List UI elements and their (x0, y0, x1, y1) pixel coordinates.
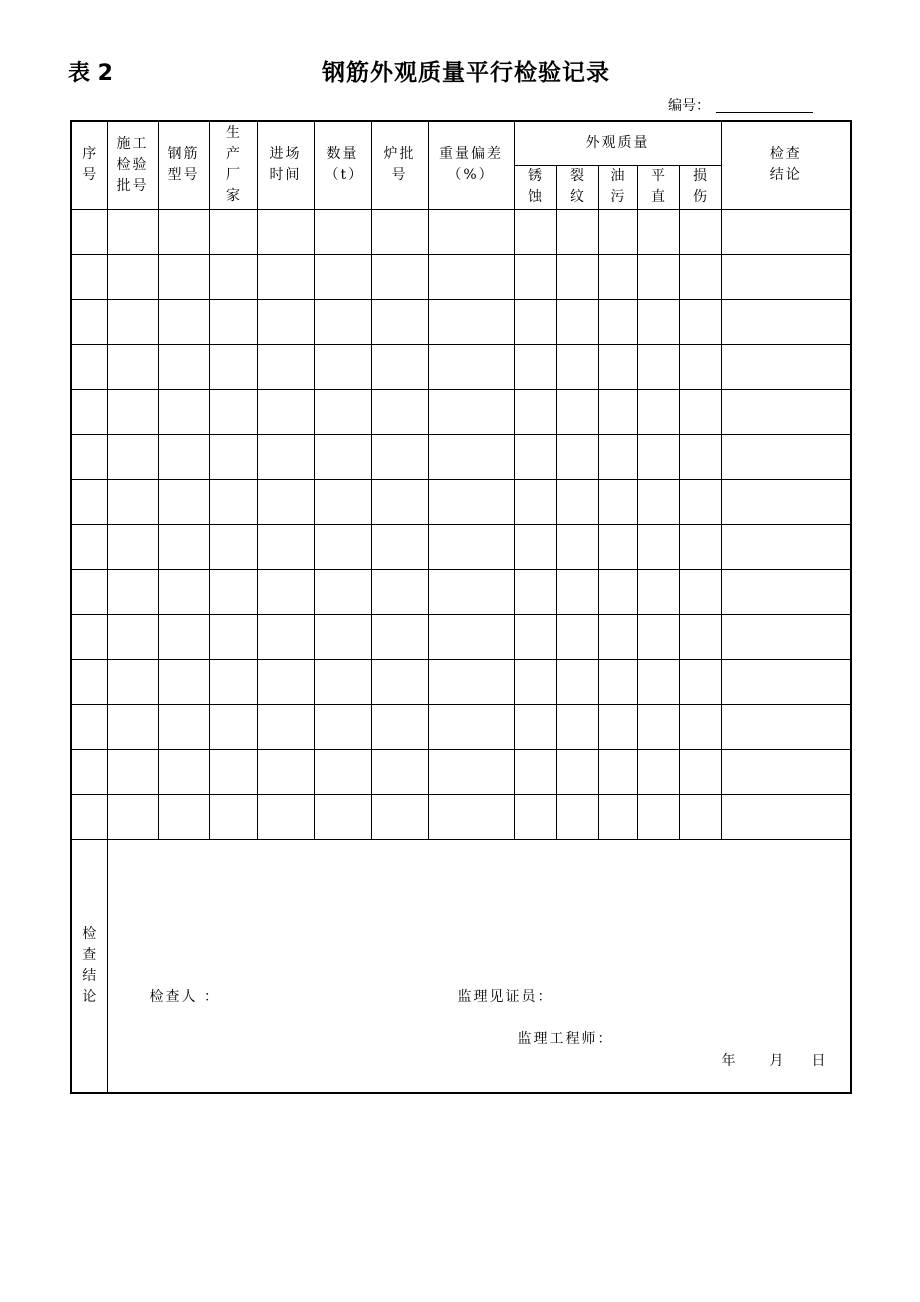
table-row (71, 749, 851, 794)
table-cell[interactable] (598, 794, 637, 839)
table-cell[interactable] (679, 434, 721, 479)
table-cell[interactable] (314, 749, 371, 794)
table-cell[interactable] (637, 704, 679, 749)
table-cell[interactable] (637, 659, 679, 704)
table-cell[interactable] (598, 659, 637, 704)
table-cell[interactable] (158, 254, 209, 299)
table-cell[interactable] (71, 254, 107, 299)
table-cell[interactable] (721, 614, 851, 659)
table-cell[interactable] (209, 254, 257, 299)
table-cell[interactable] (158, 704, 209, 749)
table-cell[interactable] (209, 704, 257, 749)
table-cell[interactable] (428, 569, 514, 614)
table-cell[interactable] (721, 659, 851, 704)
table-cell[interactable] (514, 704, 556, 749)
table-cell[interactable] (158, 749, 209, 794)
table-cell[interactable] (71, 614, 107, 659)
table-cell[interactable] (158, 389, 209, 434)
table-cell[interactable] (371, 569, 428, 614)
table-cell[interactable] (371, 479, 428, 524)
table-cell[interactable] (637, 344, 679, 389)
table-row (71, 389, 851, 434)
table-cell[interactable] (721, 479, 851, 524)
table-cell[interactable] (209, 659, 257, 704)
table-cell[interactable] (679, 299, 721, 344)
table-row (71, 704, 851, 749)
table-cell[interactable] (257, 794, 314, 839)
table-cell[interactable] (209, 389, 257, 434)
conclusion-area[interactable] (107, 839, 851, 1093)
table-cell[interactable] (637, 524, 679, 569)
table-cell[interactable] (721, 794, 851, 839)
table-cell[interactable] (371, 749, 428, 794)
table-cell[interactable] (679, 479, 721, 524)
table-cell[interactable] (257, 524, 314, 569)
table-cell[interactable] (514, 389, 556, 434)
table-cell[interactable] (107, 299, 158, 344)
col-batch-header: 施工检验批号 (107, 121, 158, 209)
table-cell[interactable] (637, 569, 679, 614)
table-cell[interactable] (721, 704, 851, 749)
table-cell[interactable] (514, 434, 556, 479)
table-cell[interactable] (637, 209, 679, 254)
table-cell[interactable] (107, 794, 158, 839)
table-cell[interactable] (107, 434, 158, 479)
table-cell[interactable] (514, 479, 556, 524)
col-type-header: 钢筋型号 (158, 121, 209, 209)
table-cell[interactable] (314, 569, 371, 614)
table-cell[interactable] (679, 749, 721, 794)
date-month: 月 (769, 1052, 786, 1069)
table-cell[interactable] (428, 524, 514, 569)
col-heat-header: 炉批号 (371, 121, 428, 209)
table-cell[interactable] (314, 794, 371, 839)
table-cell[interactable] (514, 209, 556, 254)
table-cell[interactable] (637, 479, 679, 524)
table-cell[interactable] (209, 299, 257, 344)
table-cell[interactable] (107, 749, 158, 794)
table-cell[interactable] (371, 254, 428, 299)
table-cell[interactable] (107, 659, 158, 704)
table-cell[interactable] (71, 209, 107, 254)
table-cell[interactable] (679, 254, 721, 299)
table-cell[interactable] (371, 434, 428, 479)
table-cell[interactable] (257, 659, 314, 704)
table-cell[interactable] (598, 569, 637, 614)
table-cell[interactable] (514, 299, 556, 344)
table-cell[interactable] (721, 749, 851, 794)
table-cell[interactable] (107, 254, 158, 299)
table-cell[interactable] (428, 254, 514, 299)
table-row (71, 569, 851, 614)
table-cell[interactable] (158, 569, 209, 614)
table-cell[interactable] (71, 794, 107, 839)
table-cell[interactable] (314, 659, 371, 704)
table-cell[interactable] (107, 209, 158, 254)
table-cell[interactable] (598, 524, 637, 569)
table-cell[interactable] (428, 479, 514, 524)
table-cell[interactable] (598, 209, 637, 254)
table-cell[interactable] (107, 344, 158, 389)
table-cell[interactable] (428, 794, 514, 839)
table-cell[interactable] (679, 344, 721, 389)
table-cell[interactable] (371, 614, 428, 659)
table-cell[interactable] (514, 659, 556, 704)
table-cell[interactable] (679, 704, 721, 749)
table-cell[interactable] (158, 659, 209, 704)
table-cell[interactable] (71, 569, 107, 614)
table-cell[interactable] (209, 749, 257, 794)
table-cell[interactable] (209, 479, 257, 524)
table-cell[interactable] (514, 524, 556, 569)
table-row (71, 209, 851, 254)
table-cell[interactable] (679, 524, 721, 569)
table-cell[interactable] (158, 479, 209, 524)
table-cell[interactable] (257, 299, 314, 344)
inspection-table (70, 120, 852, 1094)
table-cell[interactable] (556, 569, 598, 614)
table-cell[interactable] (257, 344, 314, 389)
table-cell[interactable] (314, 299, 371, 344)
table-cell[interactable] (107, 704, 158, 749)
table-cell[interactable] (158, 524, 209, 569)
serial-number-label: 编号： (668, 98, 710, 114)
table-cell[interactable] (556, 524, 598, 569)
table-cell[interactable] (314, 434, 371, 479)
table-cell[interactable] (107, 569, 158, 614)
table-cell[interactable] (71, 704, 107, 749)
table-row (71, 434, 851, 479)
table-row (71, 614, 851, 659)
table-cell[interactable] (371, 659, 428, 704)
table-cell[interactable] (679, 569, 721, 614)
table-cell[interactable] (428, 434, 514, 479)
table-cell[interactable] (209, 614, 257, 659)
table-cell[interactable] (556, 704, 598, 749)
table-cell[interactable] (314, 254, 371, 299)
table-cell[interactable] (556, 299, 598, 344)
table-row (71, 344, 851, 389)
table-cell[interactable] (314, 614, 371, 659)
table-cell[interactable] (679, 389, 721, 434)
table-cell[interactable] (71, 344, 107, 389)
table-cell[interactable] (209, 344, 257, 389)
engineer-label: 监理工程师： (517, 1030, 614, 1047)
table-cell[interactable] (71, 479, 107, 524)
table-cell[interactable] (556, 344, 598, 389)
table-cell[interactable] (257, 704, 314, 749)
table-cell[interactable] (679, 209, 721, 254)
table-cell[interactable] (679, 794, 721, 839)
table-cell[interactable] (721, 434, 851, 479)
table-cell[interactable] (721, 254, 851, 299)
table-cell[interactable] (721, 344, 851, 389)
table-cell[interactable] (598, 434, 637, 479)
col-seq-header: 序号 (71, 121, 107, 209)
document-title: 钢筋外观质量平行检验记录 (322, 60, 610, 86)
table-cell[interactable] (637, 794, 679, 839)
table-cell[interactable] (514, 614, 556, 659)
table-cell[interactable] (257, 749, 314, 794)
col-qty-header: 数量（t） (314, 121, 371, 209)
table-cell[interactable] (71, 524, 107, 569)
table-cell[interactable] (721, 299, 851, 344)
table-cell[interactable] (556, 794, 598, 839)
table-cell[interactable] (257, 614, 314, 659)
table-cell[interactable] (158, 209, 209, 254)
table-cell[interactable] (637, 299, 679, 344)
table-cell[interactable] (71, 749, 107, 794)
table-cell[interactable] (598, 389, 637, 434)
table-cell[interactable] (209, 434, 257, 479)
table-cell[interactable] (71, 299, 107, 344)
table-cell[interactable] (598, 299, 637, 344)
col-straight-header: 平直 (637, 165, 679, 209)
table-cell[interactable] (71, 659, 107, 704)
table-cell[interactable] (257, 479, 314, 524)
table-cell[interactable] (514, 749, 556, 794)
table-cell[interactable] (637, 749, 679, 794)
col-conclusion-header: 检查结论 (721, 121, 851, 209)
table-cell[interactable] (158, 614, 209, 659)
table-cell[interactable] (514, 569, 556, 614)
table-cell[interactable] (428, 209, 514, 254)
table-cell[interactable] (721, 209, 851, 254)
table-row (71, 524, 851, 569)
col-damage-header: 损伤 (679, 165, 721, 209)
table-cell[interactable] (314, 389, 371, 434)
table-cell[interactable] (209, 794, 257, 839)
col-rust-header: 锈蚀 (514, 165, 556, 209)
table-cell[interactable] (158, 794, 209, 839)
table-cell[interactable] (556, 749, 598, 794)
table-cell[interactable] (428, 299, 514, 344)
table-row (71, 299, 851, 344)
table-row (71, 254, 851, 299)
table-cell[interactable] (428, 704, 514, 749)
col-maker-header: 生产厂家 (209, 121, 257, 209)
table-cell[interactable] (721, 569, 851, 614)
table-cell[interactable] (371, 344, 428, 389)
table-cell[interactable] (371, 389, 428, 434)
table-cell[interactable] (428, 389, 514, 434)
table-cell[interactable] (107, 524, 158, 569)
table-number: 表 2 (68, 61, 113, 86)
table-cell[interactable] (637, 254, 679, 299)
table-cell[interactable] (679, 659, 721, 704)
table-cell[interactable] (556, 614, 598, 659)
table-cell[interactable] (371, 704, 428, 749)
table-cell[interactable] (637, 614, 679, 659)
serial-number-field[interactable] (716, 112, 813, 113)
table-cell[interactable] (371, 524, 428, 569)
table-cell[interactable] (314, 704, 371, 749)
table-cell[interactable] (679, 614, 721, 659)
table-cell[interactable] (71, 434, 107, 479)
table-cell[interactable] (428, 614, 514, 659)
table-cell[interactable] (209, 569, 257, 614)
table-cell[interactable] (107, 614, 158, 659)
inspector-label: 检查人 ： (149, 988, 220, 1005)
table-cell[interactable] (598, 479, 637, 524)
table-cell[interactable] (598, 614, 637, 659)
table-cell[interactable] (158, 434, 209, 479)
table-cell[interactable] (158, 299, 209, 344)
table-cell[interactable] (598, 749, 637, 794)
table-cell[interactable] (257, 254, 314, 299)
table-cell[interactable] (514, 794, 556, 839)
table-cell[interactable] (314, 479, 371, 524)
table-cell[interactable] (556, 434, 598, 479)
table-cell[interactable] (556, 659, 598, 704)
table-cell[interactable] (314, 524, 371, 569)
table-cell[interactable] (158, 344, 209, 389)
col-weight-dev-header: 重量偏差（%） (428, 121, 514, 209)
table-row (71, 659, 851, 704)
table-cell[interactable] (257, 209, 314, 254)
col-oil-header: 油污 (598, 165, 637, 209)
table-cell[interactable] (257, 434, 314, 479)
col-appearance-header: 外观质量 (514, 121, 721, 165)
table-cell[interactable] (257, 389, 314, 434)
table-cell[interactable] (257, 569, 314, 614)
col-crack-header: 裂纹 (556, 165, 598, 209)
table-cell[interactable] (371, 209, 428, 254)
table-cell[interactable] (107, 389, 158, 434)
table-cell[interactable] (428, 344, 514, 389)
table-row (71, 479, 851, 524)
col-entry-time-header: 进场时间 (257, 121, 314, 209)
table-cell[interactable] (556, 254, 598, 299)
table-cell[interactable] (721, 524, 851, 569)
table-cell[interactable] (556, 479, 598, 524)
table-cell[interactable] (371, 299, 428, 344)
table-cell[interactable] (428, 749, 514, 794)
table-cell[interactable] (209, 209, 257, 254)
table-cell[interactable] (107, 479, 158, 524)
table-cell[interactable] (514, 254, 556, 299)
table-cell[interactable] (637, 389, 679, 434)
table-cell[interactable] (598, 704, 637, 749)
table-cell[interactable] (428, 659, 514, 704)
date-day: 日 (811, 1052, 828, 1069)
table-cell[interactable] (514, 344, 556, 389)
table-cell[interactable] (598, 254, 637, 299)
table-cell[interactable] (598, 344, 637, 389)
table-row (71, 794, 851, 839)
conclusion-label-cell (71, 839, 107, 1093)
date-year: 年 (721, 1052, 738, 1069)
table-cell[interactable] (721, 389, 851, 434)
table-cell[interactable] (71, 389, 107, 434)
table-cell[interactable] (371, 794, 428, 839)
conclusion-label: 检查结论 (82, 925, 97, 1005)
table-cell[interactable] (314, 209, 371, 254)
table-cell[interactable] (314, 344, 371, 389)
table-cell[interactable] (209, 524, 257, 569)
table-cell[interactable] (556, 389, 598, 434)
witness-label: 监理见证员： (457, 988, 554, 1005)
table-cell[interactable] (556, 209, 598, 254)
table-cell[interactable] (637, 434, 679, 479)
